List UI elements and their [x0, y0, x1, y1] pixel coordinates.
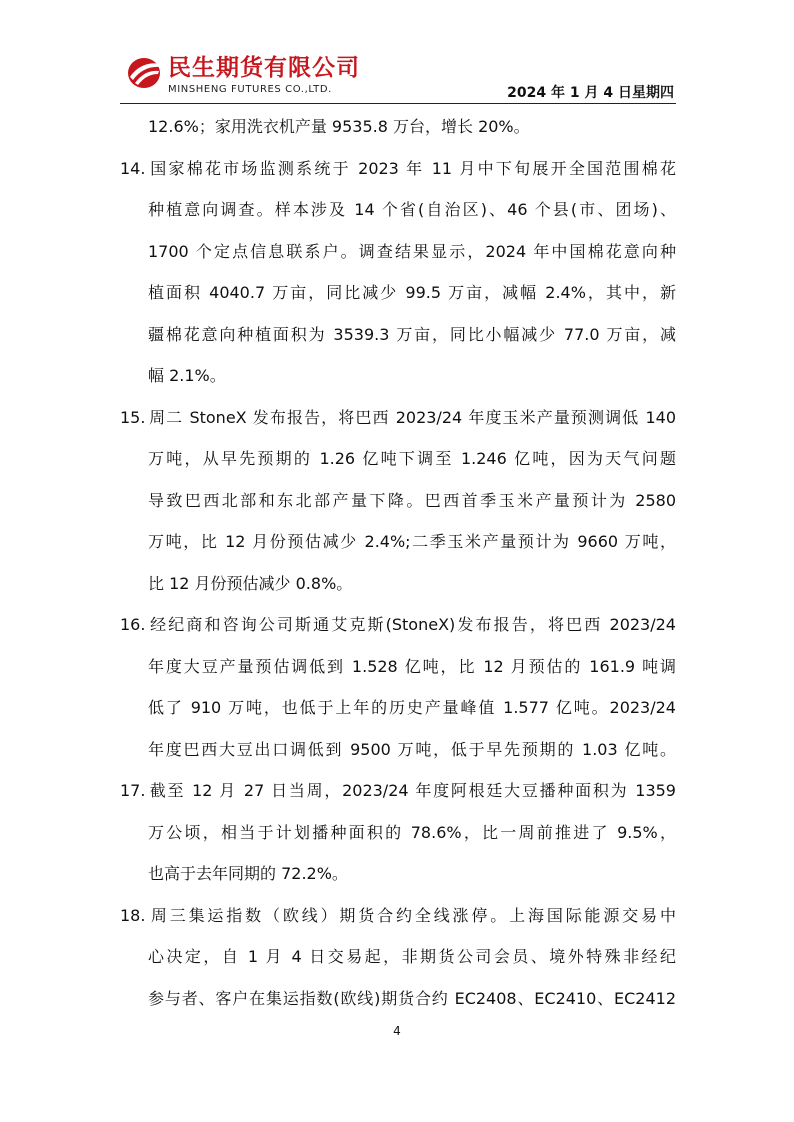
list-item-16 — [120, 604, 676, 770]
company-name-cn: 民生期货有限公司 — [168, 55, 360, 81]
text-line: 植面积 4040.7 万亩，同比减少 99.5 万亩，减幅 2.4%，其中，新 — [148, 283, 676, 302]
text-line: 国家棉花市场监测系统于 2023 年 11 月中下旬展开全国范围棉花 — [148, 158, 676, 178]
minsheng-logo-icon — [126, 56, 162, 90]
text-line: 比 12 月份预估减少 0.8%。 — [148, 573, 353, 593]
text-line: 幅 2.1%。 — [148, 366, 226, 385]
text-line: 万吨，从早先预期的 1.26 亿吨下调至 1.246 亿吨，因为天气问题 — [148, 449, 676, 468]
text-line: 1700 个定点信息联系户。调查结果显示，2024 年中国棉花意向种 — [148, 241, 676, 261]
report-date: 2024 年 1 月 4 日星期四 — [507, 85, 674, 101]
text-line: 万公顷，相当于计划播种面积的 78.6%，比一周前推进了 9.5%， — [148, 822, 676, 842]
text-line: 截至 12 月 27 日当周，2023/24 年度阿根廷大豆播种面积为 1359 — [148, 781, 676, 800]
text-line: 导致巴西北部和东北部产量下降。巴西首季玉米产量预计为 2580 — [148, 490, 676, 510]
text-line: 疆棉花意向种植面积为 3539.3 万亩，同比小幅减少 77.0 万亩，减 — [148, 324, 676, 344]
text-line: 也高于去年同期的 72.2%。 — [148, 864, 348, 883]
page-number: 4 — [393, 1024, 401, 1038]
item-number: 16. — [120, 615, 146, 634]
list-item-18 — [120, 895, 676, 1020]
report-body — [120, 106, 676, 1019]
company-name-en: MINSHENG FUTURES CO.,LTD. — [168, 84, 332, 95]
list-item-15 — [120, 397, 676, 605]
list-item-14 — [120, 148, 676, 397]
page-header — [120, 50, 676, 104]
text-line: 12.6%；家用洗衣机产量 9535.8 万台，增长 20%。 — [148, 117, 530, 136]
item-number: 17. — [120, 781, 146, 800]
text-line: 万吨，比 12 月份预估减少 2.4%;二季玉米产量预计为 9660 万吨， — [148, 532, 676, 551]
text-line: 低了 910 万吨，也低于上年的历史产量峰值 1.577 亿吨。2023/24 — [148, 698, 676, 717]
text-line: 种植意向调查。样本涉及 14 个省(自治区)、46 个县(市、团场)、 — [148, 200, 676, 219]
text-line: 年度大豆产量预估调低到 1.528 亿吨，比 12 月预估的 161.9 吨调 — [148, 656, 676, 676]
text-line: 年度巴西大豆出口调低到 9500 万吨，低于早先预期的 1.03 亿吨。 — [148, 739, 676, 759]
header-rule — [120, 103, 676, 104]
text-line: 周三集运指数（欧线）期货合约全线涨停。上海国际能源交易中 — [148, 905, 676, 925]
text-line: 参与者、客户在集运指数(欧线)期货合约 EC2408、EC2410、EC2412 — [148, 988, 676, 1008]
list-item-17 — [120, 770, 676, 895]
item-number: 14. — [120, 158, 146, 178]
item-number: 15. — [120, 407, 146, 427]
item-number: 18. — [120, 905, 146, 925]
text-line: 经纪商和咨询公司斯通艾克斯(StoneX)发布报告，将巴西 2023/24 — [148, 615, 676, 634]
company-brand — [168, 54, 360, 96]
text-line: 心决定，自 1 月 4 日交易起，非期货公司会员、境外特殊非经纪 — [148, 947, 676, 966]
continuation-paragraph — [120, 106, 676, 148]
text-line: 周二 StoneX 发布报告，将巴西 2023/24 年度玉米产量预测调低 140 — [148, 407, 676, 427]
